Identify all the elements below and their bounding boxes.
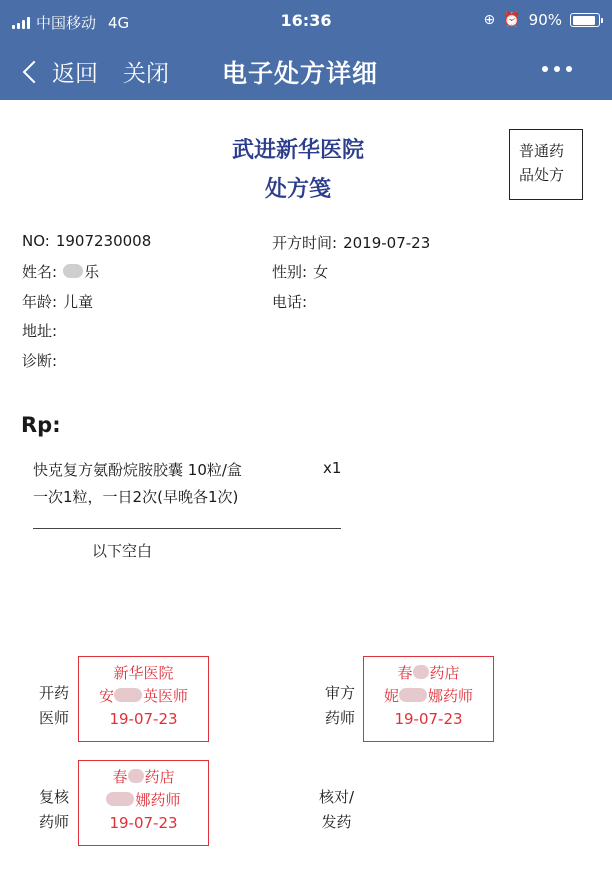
prescriber-stamp-org: 新华医院 [113, 664, 174, 682]
issue-time-value: 2019-07-23 [343, 234, 431, 252]
checker-label-line2: 药师 [39, 813, 70, 831]
reviewer-name-prefix: 妮 [383, 687, 399, 705]
redacted-mark [399, 688, 427, 702]
reviewer-stamp-date: 19-07-23 [394, 710, 463, 728]
back-label: 返回 [52, 61, 98, 87]
prescriber-label-line2: 医师 [39, 709, 70, 727]
reviewer-org-prefix: 春 [397, 664, 413, 682]
checker-label-line1: 复核 [39, 788, 70, 806]
reviewer-name-suffix: 娜药师 [428, 687, 474, 705]
prescriber-name-prefix: 安 [98, 687, 114, 705]
field-gender [272, 261, 328, 282]
prescription-type-box [509, 129, 583, 200]
orientation-lock-icon: ⊕ [483, 12, 496, 28]
reviewer-stamp-org [364, 662, 493, 685]
prescription-type-line2: 品处方 [519, 166, 565, 184]
reviewer-label-line1: 审方 [325, 684, 356, 702]
checker-name-suffix: 娜药师 [135, 791, 181, 809]
field-phone [272, 291, 313, 312]
checker-org-suffix: 药店 [144, 768, 175, 786]
name-value: 乐 [84, 263, 100, 281]
alarm-icon: ⏰ [503, 12, 521, 28]
gender-label: 性别: [272, 263, 308, 281]
rp-label: Rp: [21, 413, 61, 437]
status-bar [0, 0, 612, 42]
name-label: 姓名: [22, 263, 58, 281]
field-age [22, 291, 93, 312]
reviewer-label-line2: 药师 [325, 709, 356, 727]
redacted-mark [114, 688, 142, 702]
field-issue-time [272, 232, 430, 253]
dispense-label-line1: 核对/ [319, 788, 355, 806]
redacted-mark [128, 769, 144, 783]
app-header [0, 0, 612, 100]
prescription-type-line1: 普通药 [519, 142, 565, 160]
diagnosis-label: 诊断: [22, 352, 58, 370]
dispense-label [319, 785, 354, 835]
reviewer-stamp [363, 656, 494, 742]
age-label: 年龄: [22, 293, 58, 311]
form-title: 处方笺 [264, 177, 331, 202]
dispense-label-line2: 发药 [321, 813, 352, 831]
phone-label: 电话: [272, 293, 308, 311]
no-label: NO: [22, 232, 50, 250]
network-type: 4G [108, 13, 130, 32]
prescriber-name-suffix: 英医师 [143, 687, 189, 705]
redacted-mark [63, 264, 83, 278]
field-address [22, 320, 63, 341]
prescriber-stamp [78, 656, 209, 742]
battery-percent: 90% [528, 11, 562, 29]
battery-icon [570, 13, 600, 27]
battery-fill [573, 16, 596, 25]
carrier-name: 中国移动 [36, 14, 97, 32]
page-title: 电子处方详细 [222, 59, 379, 88]
address-label: 地址: [22, 322, 58, 340]
checker-label [39, 785, 69, 835]
reviewer-org-suffix: 药店 [429, 664, 460, 682]
back-button[interactable] [20, 55, 98, 88]
checker-stamp-date: 19-07-23 [109, 814, 178, 832]
checker-stamp-name [79, 789, 208, 812]
status-time: 16:36 [280, 11, 332, 30]
nav-bar [0, 42, 612, 100]
status-right [483, 11, 600, 29]
gender-value: 女 [313, 263, 329, 281]
drug-quantity: x1 [323, 459, 342, 477]
checker-stamp-org [79, 766, 208, 789]
prescriber-stamp-date: 19-07-23 [109, 710, 178, 728]
prescriber-label [39, 681, 69, 731]
no-value: 1907230008 [55, 232, 152, 250]
checker-stamp [78, 760, 209, 846]
issue-time-label: 开方时间: [272, 234, 338, 252]
blank-note: 以下空白 [92, 542, 153, 560]
hospital-name: 武进新华医院 [231, 138, 364, 163]
field-name [22, 261, 99, 282]
divider-line [33, 528, 341, 529]
chevron-left-icon [23, 60, 46, 83]
prescriber-label-line1: 开药 [39, 684, 70, 702]
reviewer-label [325, 681, 355, 731]
drug-name: 快克复方氨酚烷胺胶囊 10粒/盒 [33, 461, 242, 479]
reviewer-stamp-name [364, 685, 493, 708]
checker-org-prefix: 春 [112, 768, 128, 786]
field-diagnosis [22, 350, 63, 371]
redacted-mark [106, 792, 134, 806]
redacted-mark [413, 665, 429, 679]
drug-usage: 一次1粒，一日2次(早晚各1次) [33, 488, 239, 506]
age-value: 儿童 [63, 293, 94, 311]
field-no [22, 232, 151, 250]
prescriber-stamp-name [79, 685, 208, 708]
more-options-icon[interactable] [542, 66, 572, 72]
close-button[interactable]: 关闭 [123, 61, 169, 87]
